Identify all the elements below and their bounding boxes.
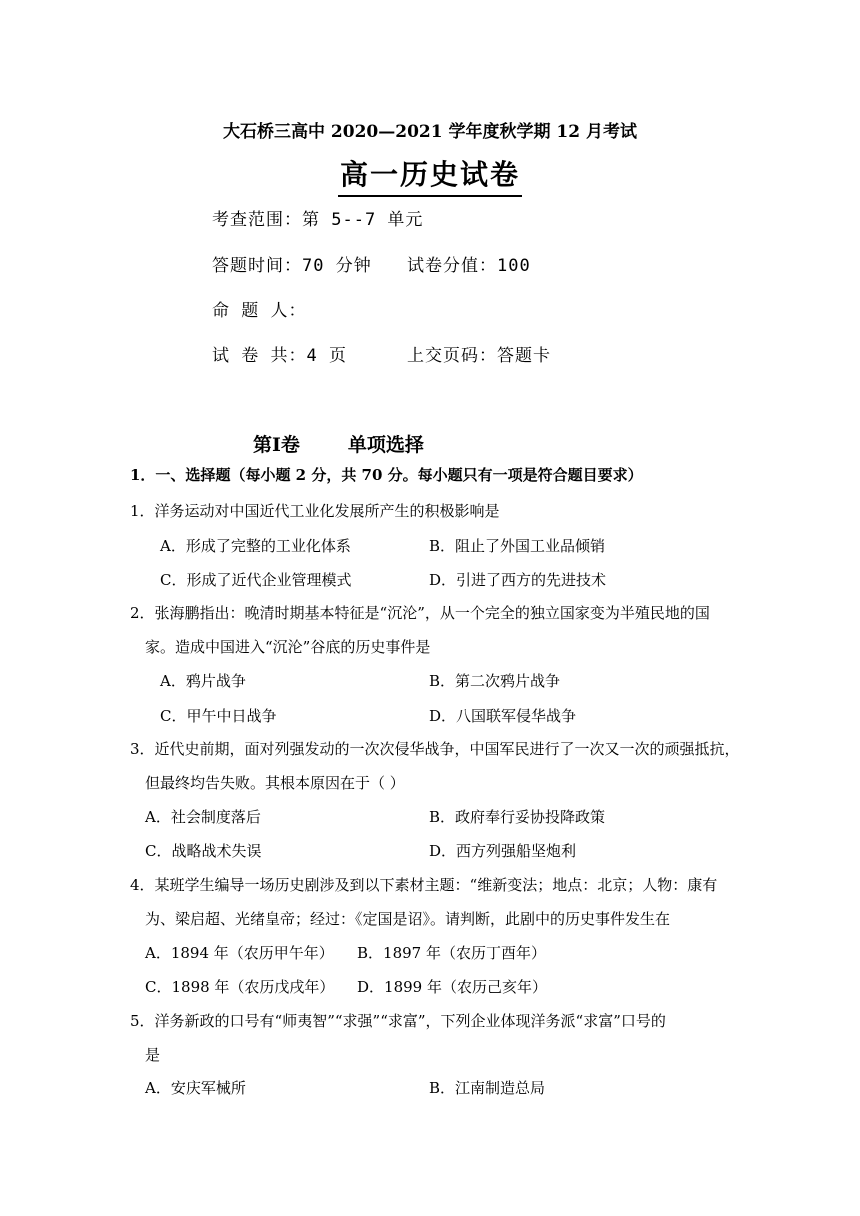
question-4-option-b: B．1897 年（农历丁酉年） [357,944,546,962]
question-2-text-line-1: 2．张海鹏指出：晚清时期基本特征是“沉沦”，从一个完全的独立国家变为半殖民地的国 [130,604,710,622]
question-2-option-d: D．八国联军侵华战争 [429,707,577,725]
info-submit: 上交页码：答题卡 [407,346,551,366]
question-4-text-line-1: 4．某班学生编导一场历史剧涉及到以下素材主题：“维新变法；地点：北京；人物：康有 [130,876,718,894]
info-scope: 考查范围：第 5--7 单元 [212,210,424,230]
question-4-option-c: C．1898 年（农历戊戌年） [145,978,335,996]
question-4-option-d: D．1899 年（农历己亥年） [357,978,547,996]
section-name: 单项选择 [347,434,424,456]
info-pages: 试 卷 共：4 页 [212,346,347,366]
paper-title [0,153,860,197]
section-instruction: 1．一、选择题（每小题 2 分，共 70 分。每小题只有一项是符合题目要求） [130,466,643,484]
question-5-text-line-2: 是 [145,1046,161,1064]
section-heading [253,430,424,457]
question-1-option-c: C．形成了近代企业管理模式 [160,571,352,589]
question-1-text: 1．洋务运动对中国近代工业化发展所产生的积极影响是 [130,502,500,520]
info-author: 命 题 人： [212,301,307,321]
paper-title-text: 高一历史试卷 [338,153,522,197]
question-5-option-a: A．安庆军械所 [145,1079,246,1097]
question-1-option-a: A．形成了完整的工业化体系 [160,537,351,555]
question-3-text-line-2: 但最终均告失败。其根本原因在于（ ） [145,774,405,792]
question-3-option-a: A．社会制度落后 [145,808,261,826]
question-3-text-line-1: 3．近代史前期，面对列强发动的一次次侵华战争，中国军民进行了一次又一次的顽强抵抗， [130,740,740,758]
question-2-option-c: C．甲午中日战争 [160,707,277,725]
question-3-option-b: B．政府奉行妥协投降政策 [429,808,606,826]
question-4-option-a: A．1894 年（农历甲午年） [145,944,334,962]
question-1-option-b: B．阻止了外国工业品倾销 [429,537,606,555]
question-5-text-line-1: 5．洋务新政的口号有“师夷智”“求强”“求富”，下列企业体现洋务派“求富”口号的 [130,1012,666,1030]
question-2-text-line-2: 家。造成中国进入“沉沦”谷底的历史事件是 [145,638,431,656]
question-1-option-d: D．引进了西方的先进技术 [429,571,607,589]
info-time: 答题时间：70 分钟 [212,256,372,276]
question-2-option-b: B．第二次鸦片战争 [429,672,561,690]
question-5-option-b: B．江南制造总局 [429,1079,546,1097]
section-part: 第Ⅰ卷 [253,434,300,456]
question-3-option-d: D．西方列强船坚炮利 [429,842,577,860]
question-3-option-c: C．战略战术失误 [145,842,262,860]
school-exam-line: 大石桥三高中 2020—2021 学年度秋学期 12 月考试 [223,122,637,142]
question-4-text-line-2: 为、梁启超、光绪皇帝；经过：《定国是诏》。请判断，此剧中的历史事件发生在 [145,910,671,928]
question-2-option-a: A．鸦片战争 [160,672,246,690]
info-score: 试卷分值：100 [407,256,531,276]
